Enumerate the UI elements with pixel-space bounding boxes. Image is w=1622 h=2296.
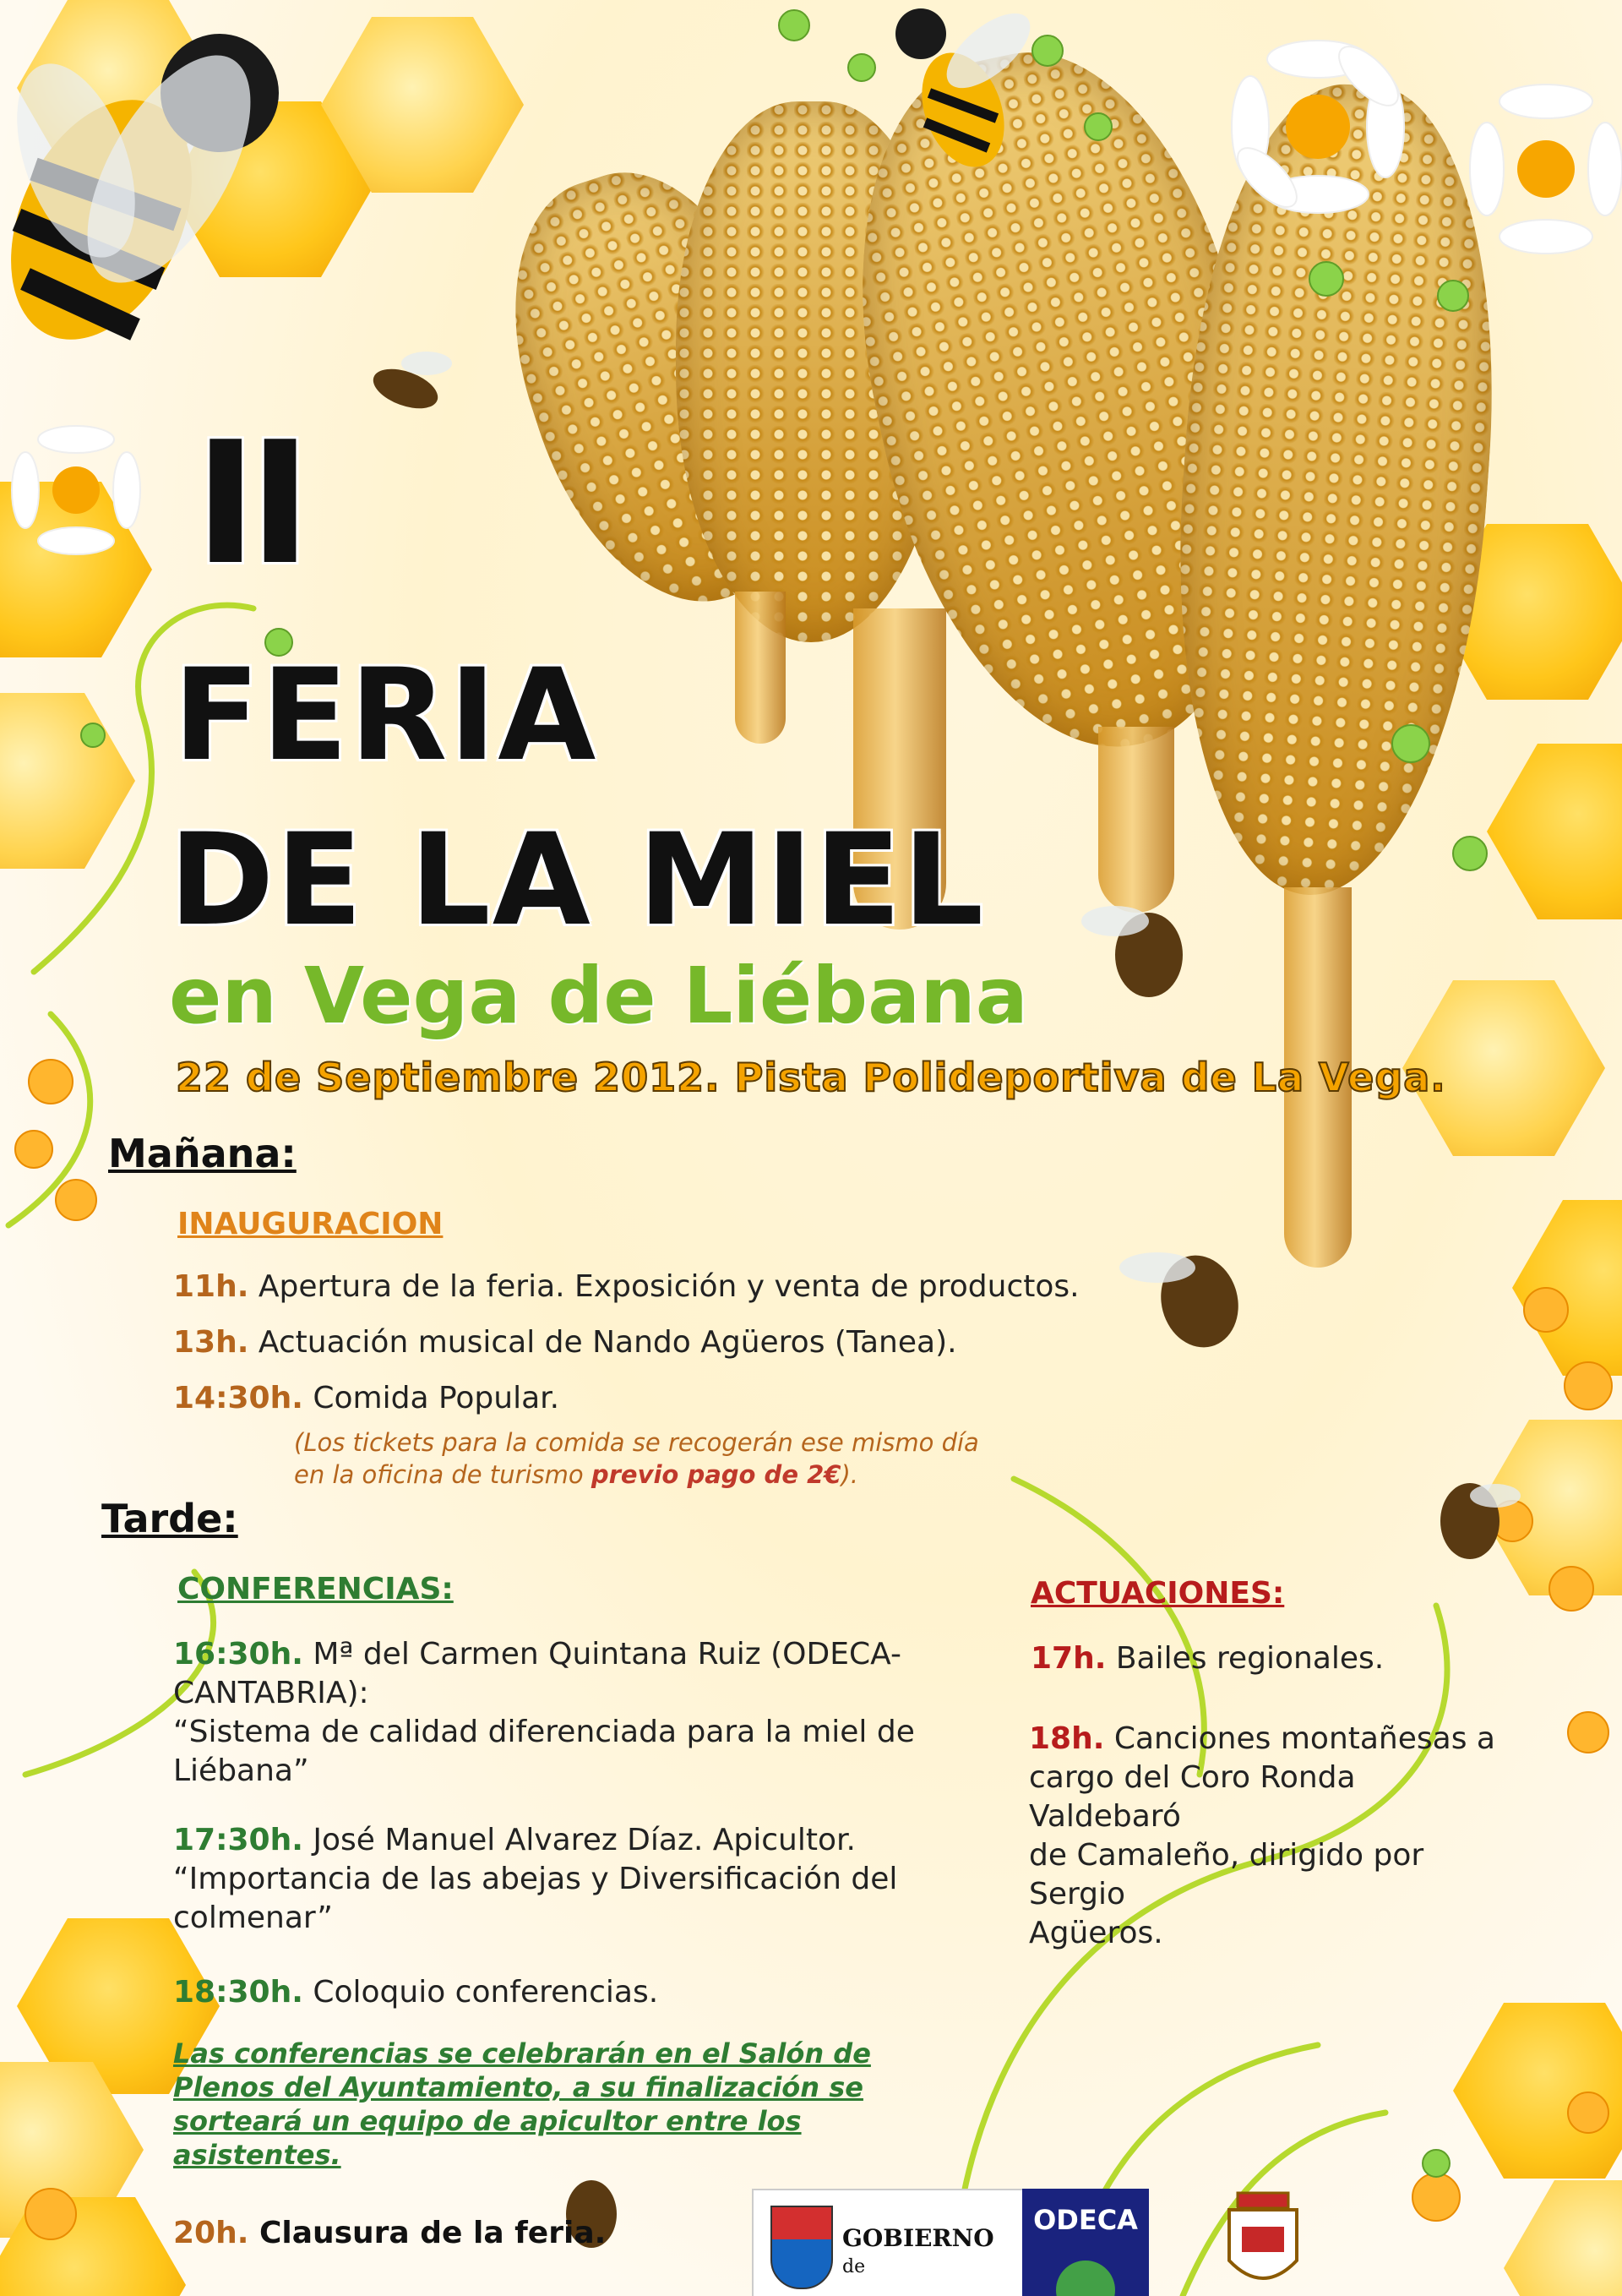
act-line: Agüeros. (1029, 1916, 1163, 1950)
title-line1: FERIA (173, 642, 598, 789)
time-label: 13h. (173, 1325, 249, 1360)
time-label: 17h. (1031, 1641, 1107, 1676)
morning-item (173, 1323, 957, 1362)
odeca-text: ODECA (1033, 2204, 1138, 2236)
note-price: previo pago de 2€ (591, 1460, 841, 1489)
gobierno-text: GOBIERNO (842, 2224, 994, 2252)
act-item (1029, 1720, 1502, 1953)
act-line: cargo del Coro Ronda Valdebaró (1029, 1760, 1356, 1834)
note-line: en la oficina de turismo previo pago de 2€). (294, 1460, 858, 1489)
closing-item: 20h. Clausura de la feria. (173, 2216, 607, 2250)
conf-line: “Sistema de calidad diferenciada para la miel de (173, 1715, 915, 1749)
odeca-circle-icon (1056, 2261, 1115, 2296)
gobierno-de-text: de (842, 2256, 866, 2277)
crest-icon (1216, 2184, 1309, 2296)
time-label: 18h. (1029, 1721, 1105, 1756)
inauguracion-heading: INAUGURACION (177, 1207, 444, 1241)
conf-line: “Importancia de las abejas y Diversificación del (173, 1862, 898, 1896)
conf-line: colmenar” (173, 1901, 333, 1935)
bee-icon (0, 30, 284, 368)
morning-item (173, 1268, 1080, 1306)
event-date: 22 de Septiembre 2012. Pista Polideportiva de La Vega. (176, 1055, 1446, 1100)
time-label: 16:30h. (173, 1637, 303, 1672)
act-line: de Camaleño, dirigido por Sergio (1029, 1838, 1424, 1912)
time-label: 14:30h. (173, 1381, 303, 1415)
title-line2: DE LA MIEL (169, 807, 986, 954)
actuaciones-heading: ACTUACIONES: (1031, 1576, 1285, 1611)
conference-item: 18:30h. Coloquio conferencias. (173, 1975, 659, 2010)
morning-item (173, 1379, 559, 1418)
afternoon-heading: Tarde: (101, 1496, 238, 1541)
time-label: 17:30h. (173, 1823, 303, 1857)
conferences-heading: CONFERENCIAS: (177, 1572, 454, 1606)
morning-heading: Mañana: (108, 1131, 297, 1176)
item-text: Apertura de la feria. Exposición y venta de productos. (258, 1269, 1080, 1304)
gobierno-cantabria-logo (752, 2189, 1026, 2296)
note-line: (Los tickets para la comida se recogerán ese mismo día (294, 1428, 979, 1457)
shield-icon (770, 2206, 833, 2289)
title-numeral: II (194, 406, 303, 603)
time-label: 20h. (173, 2216, 249, 2250)
item-text: Actuación musical de Nando Agüeros (Tanea). (258, 1325, 957, 1360)
conference-item (173, 1821, 967, 1938)
conferences-venue-note: Las conferencias se celebrarán en el Salón de Plenos del Ayuntamiento, a su finalización se sorteará un equipo de apicultor entre los asistentes. (173, 2037, 871, 2171)
tickets-note (294, 1426, 979, 1491)
conf-line: Liébana” (173, 1753, 309, 1788)
conf-line: 17:30h. José Manuel Alvarez Díaz. Apicultor. (173, 1823, 856, 1857)
item-text: Comida Popular. (313, 1381, 560, 1415)
municipal-crest-logo (1216, 2184, 1309, 2296)
conf-line: CANTABRIA): (173, 1676, 369, 1710)
time-label: 11h. (173, 1269, 249, 1304)
conf-line: 16:30h. Mª del Carmen Quintana Ruiz (ODECA- (173, 1637, 901, 1672)
act-item: 17h. Bailes regionales. (1031, 1641, 1385, 1676)
odeca-logo (1022, 2189, 1149, 2296)
conference-item (173, 1635, 967, 1791)
title-place: en Vega de Liébana (169, 951, 1028, 1041)
act-line: 18h. Canciones montañesas a (1029, 1721, 1495, 1756)
time-label: 18:30h. (173, 1975, 303, 2010)
